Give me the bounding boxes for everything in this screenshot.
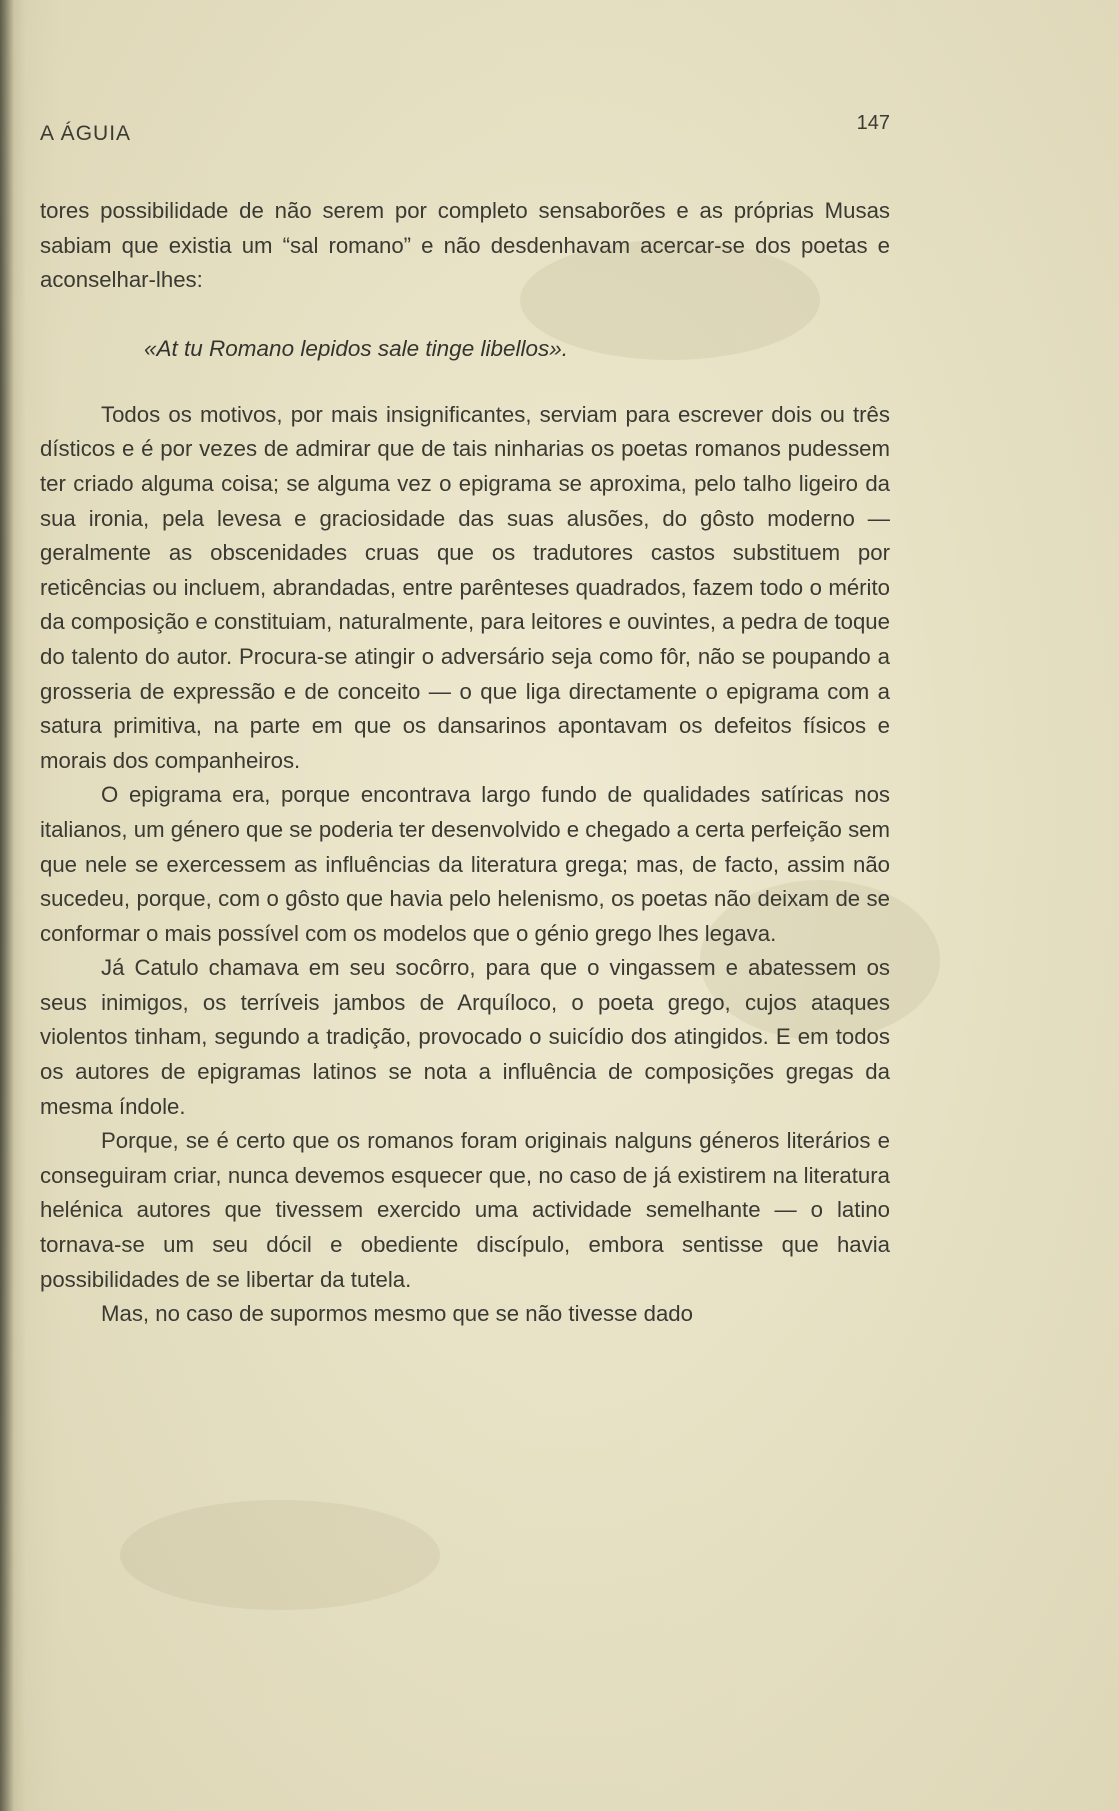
paragraph-continuation: tores possibilidade de não serem por completo sensaborões e as próprias Musas sabiam que existia um “sal romano” e não desdenhavam acercar-se dos poetas e aconselhar-lhes: xyxy=(40,198,890,293)
paragraph: Todos os motivos, por mais insignificantes, serviam para escrever dois ou três dísticos e é por vezes de admirar que de tais ninharias os poetas romanos pudessem ter criado alguma coisa; se alguma vez o epigrama se aproxima, pelo talho ligeiro da sua ironia, pela levesa e graciosidade das suas alusões, do gôsto moderno — geralmente as obscenidades cruas que os tradutores castos substituem por reticências ou incluem, abrandadas, entre parênteses quadrados, fazem todo o mérito da composição e constituiam, naturalmente, para leitores e ouvintes, a pedra de toque do talento do autor. Procura-se atingir o adversário seja como fôr, não se poupando a grosseria de expressão e de conceito — o que liga directamente o epigrama com a satura primitiva, na parte em que os dansarinos apontavam os defeitos físicos e morais dos companheiros. xyxy=(40,401,890,773)
paper-stain xyxy=(120,1500,440,1610)
page-number: 147 xyxy=(856,112,890,134)
paragraph: Já Catulo chamava em seu socôrro, para que o vingassem e abatessem os seus inimigos, os terríveis jambos de Arquíloco, o poeta grego, cujos ataques violentos tinham, segundo a tradição, provocado o suicídio dos atingidos. E em todos os autores de epigramas latinos se nota a influência de composições gregas da mesma índole. xyxy=(40,955,890,1119)
paragraph-last: Mas, no caso de supormos mesmo que se não tivesse dado xyxy=(101,1301,693,1327)
body-text xyxy=(40,194,890,1332)
paragraph: O epigrama era, porque encontrava largo fundo de qualidades satíricas nos italianos, um género que se poderia ter desenvolvido e chegado a certa perfeição sem que nele se exercessem as influências da literatura grega; mas, de facto, assim não sucedeu, porque, com o gôsto que havia pelo helenismo, os poetas não deixam de se conformar o mais possível com os modelos que o génio grego lhes legava. xyxy=(40,782,890,946)
journal-title: A ÁGUIA xyxy=(40,122,132,145)
paragraph: Porque, se é certo que os romanos foram originais nalguns géneros literários e conseguiram criar, nunca devemos esquecer que, no caso de já existirem na literatura helénica autores que tivessem exercido uma actividade semelhante — o latino tornava-se um seu dócil e obediente discípulo, embora sentisse que havia possibilidades de se libertar da tutela. xyxy=(40,1128,890,1292)
running-header xyxy=(40,112,890,152)
latin-quote: «At tu Romano lepidos sale tinge libellos». xyxy=(144,335,569,361)
